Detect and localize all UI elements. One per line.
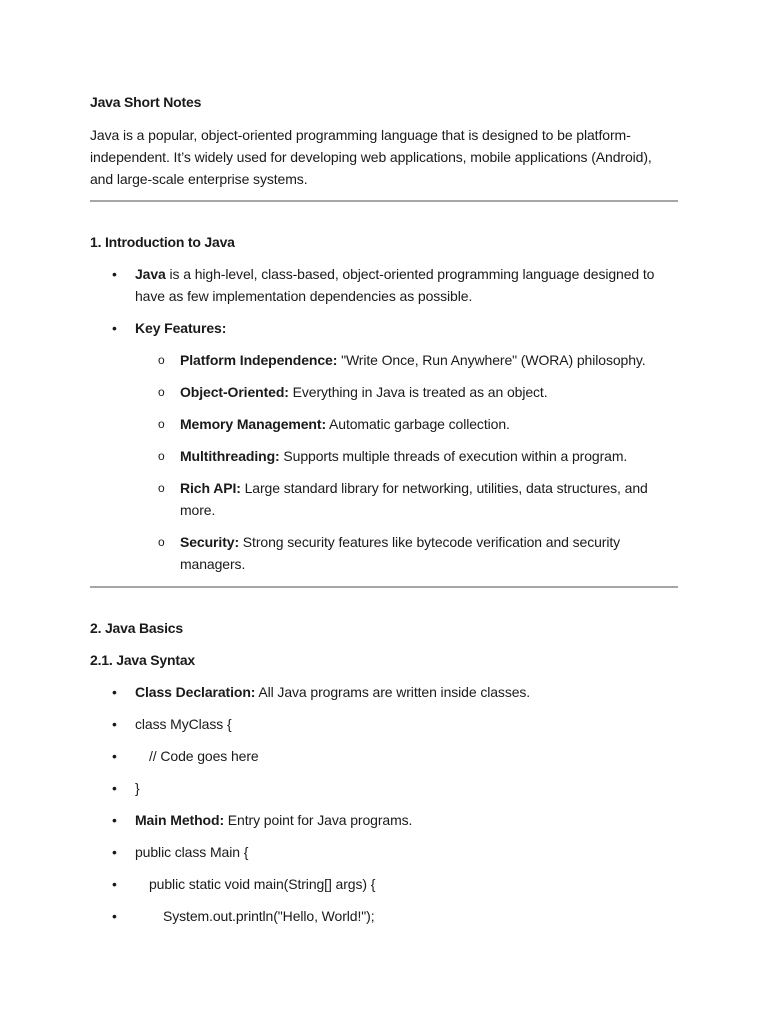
code-text: // Code goes here <box>149 748 259 764</box>
sub-bullet-marker: o <box>158 353 165 367</box>
bullet-marker: • <box>112 266 117 282</box>
bullet-marker: • <box>112 684 117 700</box>
section-heading-basics: 2. Java Basics <box>90 620 183 636</box>
bullet-marker: • <box>112 320 117 336</box>
subsection-heading-syntax: 2.1. Java Syntax <box>90 652 195 668</box>
bullet-marker: • <box>112 812 117 828</box>
feature-label: Multithreading: <box>180 448 280 464</box>
intro-paragraph: Java is a popular, object-oriented programming language that is designed to be platform-independent. It’s widely used for developing web applications, mobile applications (Android), and large-scale enterprise systems. <box>90 127 652 187</box>
feature-text: "Write Once, Run Anywhere" (WORA) philosophy. <box>337 352 646 368</box>
code-text: } <box>135 780 140 796</box>
feature-label: Memory Management: <box>180 416 327 432</box>
item-label: Key Features: <box>135 320 227 336</box>
bullet-marker: • <box>112 876 117 892</box>
code-text: System.out.println("Hello, World!"); <box>163 908 375 924</box>
feature-text: Large standard library for networking, utilities, data structures, and more. <box>180 480 648 518</box>
sub-bullet-marker: o <box>158 417 165 431</box>
sub-bullet-marker: o <box>158 385 165 399</box>
divider <box>90 200 678 202</box>
section-heading-intro: 1. Introduction to Java <box>90 234 235 250</box>
feature-label: Platform Independence: <box>180 352 338 368</box>
bullet-marker: • <box>112 780 117 796</box>
sub-bullet-marker: o <box>158 481 165 495</box>
bullet-marker: • <box>112 908 117 924</box>
bullet-marker: • <box>112 844 117 860</box>
document-title: Java Short Notes <box>90 94 202 110</box>
feature-text: Everything in Java is treated as an object. <box>288 384 548 400</box>
feature-text: Strong security features like bytecode verification and security managers. <box>180 534 621 572</box>
code-text: class MyClass { <box>135 716 232 732</box>
item-label: Class Declaration: <box>135 684 256 700</box>
item-text: All Java programs are written inside classes. <box>255 684 531 700</box>
divider <box>90 586 678 588</box>
code-text: public class Main { <box>135 844 249 860</box>
feature-text: Supports multiple threads of execution within a program. <box>279 448 628 464</box>
feature-text: Automatic garbage collection. <box>326 416 510 432</box>
item-label: Java <box>135 266 166 282</box>
sub-bullet-marker: o <box>158 535 165 549</box>
item-text: is a high-level, class-based, object-oriented programming language designed to have as few implementation dependencies as possible. <box>135 266 655 304</box>
feature-label: Rich API: <box>180 480 241 496</box>
feature-label: Security: <box>180 534 240 550</box>
item-label: Main Method: <box>135 812 225 828</box>
code-text: public static void main(String[] args) { <box>149 876 376 892</box>
sub-bullet-marker: o <box>158 449 165 463</box>
bullet-marker: • <box>112 716 117 732</box>
item-text: Entry point for Java programs. <box>224 812 413 828</box>
feature-label: Object-Oriented: <box>180 384 289 400</box>
bullet-marker: • <box>112 748 117 764</box>
